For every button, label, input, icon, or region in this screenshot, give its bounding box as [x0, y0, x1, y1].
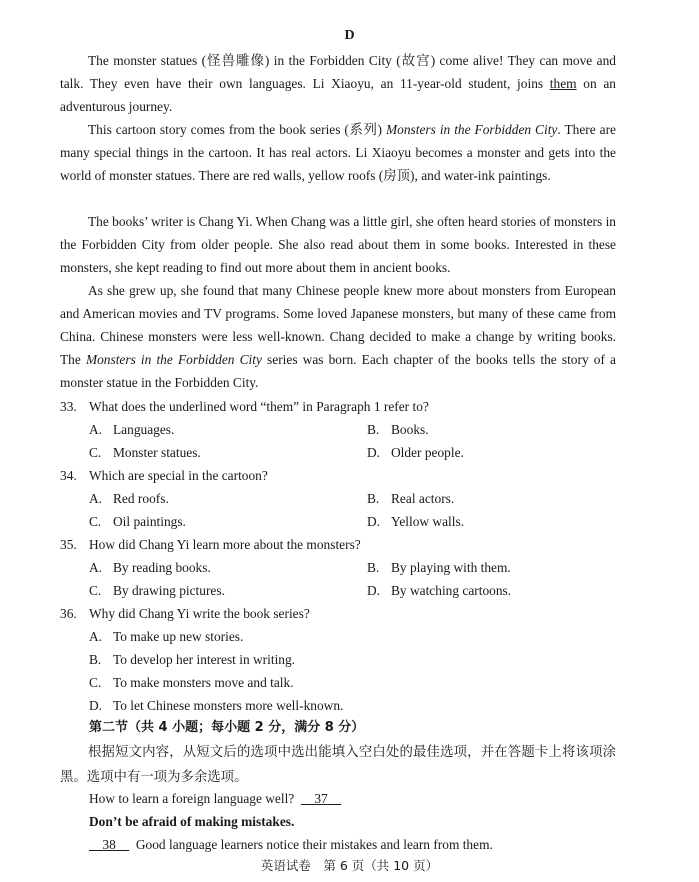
part2-instruction: 根据短文内容，从短文后的选项中选出能填入空白处的最佳选项，并在答题卡上将该项涂黑。选项中有一项为多余选项。 — [60, 745, 616, 785]
question-36: 36. Why did Chang Yi write the book series? — [60, 606, 310, 621]
option-33-b[interactable]: B. Books. — [367, 422, 429, 437]
option-35-d[interactable]: D. By watching cartoons. — [367, 583, 512, 598]
book-title: Monsters in the Forbidden City — [85, 352, 262, 368]
answer-blank-37[interactable]: 37 — [314, 791, 328, 806]
option-34-b[interactable]: B. Real actors. — [367, 491, 455, 506]
line-38: 38 Good language learners notice their mistakes and learn from them. — [89, 833, 493, 856]
option-36-d[interactable]: D. To let Chinese monsters more well-known. — [89, 698, 344, 713]
option-33-c[interactable]: C. Monster statues. — [89, 445, 201, 460]
option-35-a[interactable]: A. By reading books. — [89, 560, 211, 575]
option-35-c[interactable]: C. By drawing pictures. — [89, 583, 225, 598]
question-34: 34. Which are special in the cartoon? — [60, 468, 268, 483]
passage-paragraph-3: The books’ writer is Chang Yi. When Chang was a little girl, she often heard stories of monsters in the Forbidden City from older people. She also read about them in some books. Interested in these monsters, she kept reading to find out more about them in ancient books. — [60, 214, 616, 276]
option-36-b[interactable]: B. To develop her interest in writing. — [89, 652, 296, 667]
passage-paragraph-2: This cartoon story comes from the book series (系列) Monsters in the Forbidden City. There are many special things in the cartoon. It has real actors. Li Xiaoyu becomes a monster and gets into the world of monster statues. There are red walls, yellow roofs (房顶), and water-ink paintings. — [60, 122, 617, 184]
question-33: 33. What does the underlined word “them” in Paragraph 1 refer to? — [60, 399, 429, 414]
option-34-a[interactable]: A. Red roofs. — [89, 491, 169, 506]
option-33-a[interactable]: A. Languages. — [89, 422, 175, 437]
option-36-a[interactable]: A. To make up new stories. — [89, 629, 244, 644]
underlined-word: them — [549, 76, 577, 92]
option-36-c[interactable]: C. To make monsters move and talk. — [89, 675, 294, 690]
option-34-d[interactable]: D. Yellow walls. — [367, 514, 465, 529]
page-footer: 英语试卷 第 6 页（共 10 页） — [260, 858, 439, 873]
option-34-c[interactable]: C. Oil paintings. — [89, 514, 186, 529]
passage-title-line: How to learn a foreign language well? 37 — [89, 787, 341, 810]
answer-blank-38[interactable]: 38 — [102, 837, 116, 852]
part2-heading: 第二节（共 4 小题；每小题 2 分，满分 8 分） — [89, 720, 365, 735]
section-title: D — [344, 28, 355, 43]
question-35: 35. How did Chang Yi learn more about the monsters? — [60, 537, 361, 552]
passage-paragraph-4: As she grew up, she found that many Chinese people knew more about monsters from European and American movies and TV programs. Some loved Japanese monsters, but many of these came from China. Chinese monsters were less well-known. Chang decided to make a change by writing books. The Monsters in the Forbidden City series was born. Each chapter of the books tells the story of a monster statue in the Forbidden City. — [60, 283, 616, 391]
option-35-b[interactable]: B. By playing with them. — [367, 560, 511, 575]
option-33-d[interactable]: D. Older people. — [367, 445, 464, 460]
part2-subheading: Don’t be afraid of making mistakes. — [89, 814, 295, 829]
passage-paragraph-1: The monster statues (怪兽雕像) in the Forbidden City (故宫) come alive! They can move and talk. They even have their own languages. Li Xiaoyu, an 11-year-old student, joins them on an adventurous journey. — [60, 53, 616, 115]
book-title: Monsters in the Forbidden City — [386, 122, 558, 137]
